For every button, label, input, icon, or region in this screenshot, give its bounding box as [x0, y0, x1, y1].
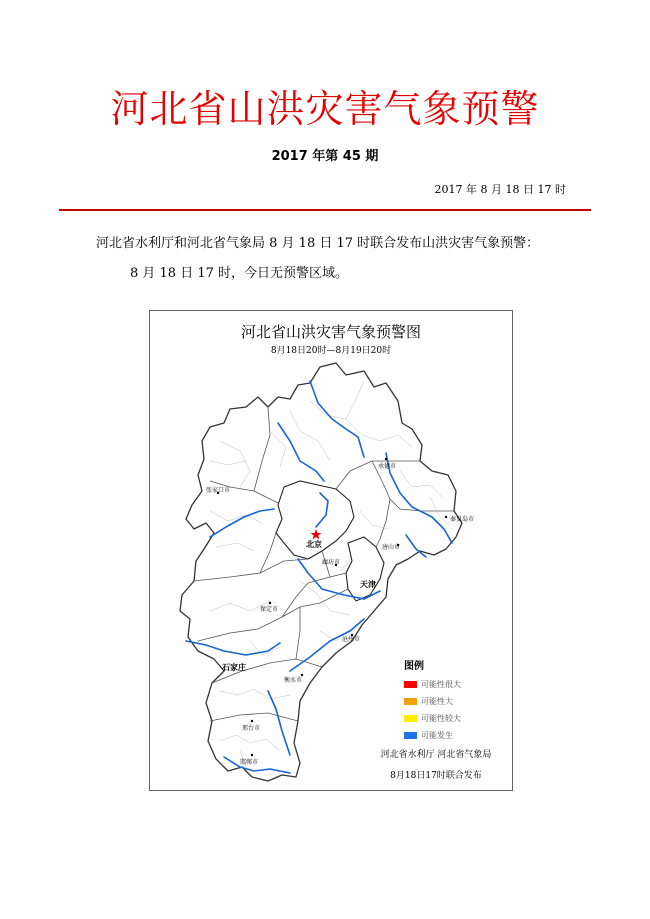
legend-item [404, 710, 461, 727]
header-divider [59, 209, 591, 211]
map-issue-note: 8月18日17时联合发布 [390, 771, 482, 781]
legend-label: 可能性大 [421, 697, 453, 706]
map-subtitle: 8月18日20时—8月19日20时 [270, 346, 392, 356]
page-title: 河北省山洪灾害气象预警 [110, 87, 540, 131]
legend-label: 可能性较大 [421, 714, 461, 723]
paragraph-announcement: 河北省水利厅和河北省气象局 8 月 18 日 17 时联合发布山洪灾害气象预警： [96, 236, 540, 251]
map-title: 河北省山洪灾害气象预警图 [240, 323, 421, 341]
legend-label: 可能性很大 [421, 680, 461, 689]
city-label-chengde: 承德市 [378, 463, 397, 470]
city-label-xingtai: 邢台市 [242, 725, 261, 732]
city-label-cangzhou: 沧州市 [342, 636, 361, 643]
city-label-baoding: 保定市 [260, 606, 279, 613]
city-label-handan: 邯郸市 [240, 759, 259, 766]
map-legend [404, 657, 461, 744]
city-label-tianjin: 天津 [360, 580, 376, 589]
issue-number: 2017 年第 45 期 [271, 149, 379, 164]
warning-map-frame [149, 310, 513, 791]
legend-swatch [404, 732, 417, 739]
legend-swatch [404, 715, 417, 722]
legend-swatch [404, 681, 417, 688]
city-label-beijing: 北京 [306, 540, 322, 549]
legend-item [404, 693, 461, 710]
legend-label: 可能发生 [421, 731, 453, 740]
legend-item [404, 676, 461, 693]
city-label-hengshui: 衡水市 [284, 677, 303, 684]
legend-swatch [404, 698, 417, 705]
city-label-zhangjiakou: 张家口市 [206, 487, 231, 494]
issue-date: 2017 年 8 月 18 日 17 时 [434, 183, 566, 196]
legend-title: 图例 [404, 661, 424, 672]
city-label-tangshan: 唐山市 [382, 544, 401, 551]
city-label-langfang: 廊坊市 [322, 559, 341, 566]
legend-item [404, 727, 461, 744]
map-issuer: 河北省水利厅 河北省气象局 [380, 750, 492, 760]
city-label-shijiazhuang: 石家庄 [222, 663, 246, 672]
paragraph-status: 8 月 18 日 17 时，今日无预警区域。 [130, 266, 349, 281]
city-label-qinhuangdao: 秦皇岛市 [450, 516, 475, 523]
